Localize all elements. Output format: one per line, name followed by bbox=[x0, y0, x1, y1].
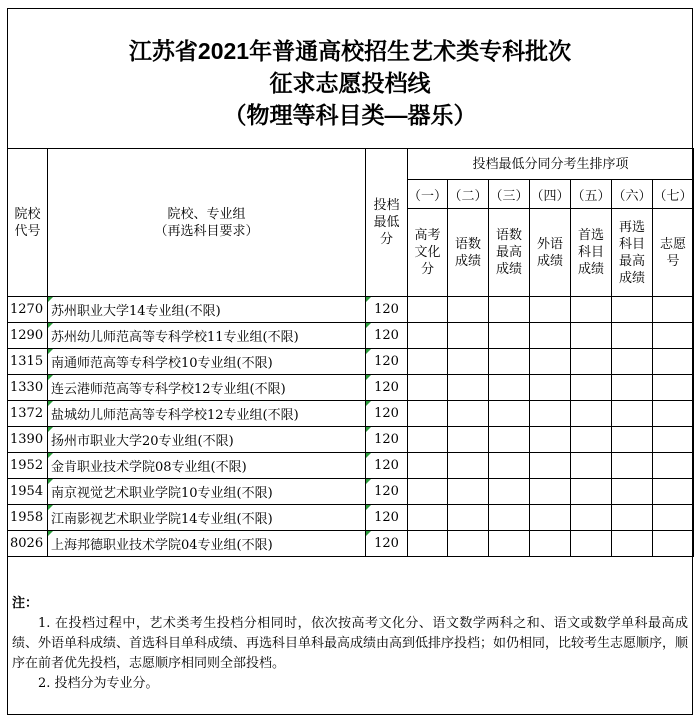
row-empty-cell-7 bbox=[653, 323, 694, 349]
row-group: 金肯职业技术学院08专业组(不限) bbox=[48, 453, 366, 479]
row-empty-cell-4 bbox=[530, 297, 571, 323]
row-empty-cell-4 bbox=[530, 479, 571, 505]
row-code: 1315 bbox=[8, 349, 48, 375]
row-score: 120 bbox=[366, 453, 408, 479]
row-code: 1330 bbox=[8, 375, 48, 401]
row-group: 南通师范高等专科学校10专业组(不限) bbox=[48, 349, 366, 375]
table-row bbox=[8, 349, 694, 375]
table-row bbox=[8, 427, 694, 453]
row-empty-cell-4 bbox=[530, 401, 571, 427]
header-col-num-1: （一） bbox=[408, 180, 448, 209]
row-empty-cell-3 bbox=[489, 427, 530, 453]
header-tiebreak: 投档最低分同分考生排序项 bbox=[408, 149, 694, 180]
row-group: 江南影视艺术职业学院14专业组(不限) bbox=[48, 505, 366, 531]
row-score: 120 bbox=[366, 349, 408, 375]
row-empty-cell-7 bbox=[653, 297, 694, 323]
row-empty-cell-4 bbox=[530, 375, 571, 401]
table-row bbox=[8, 323, 694, 349]
row-empty-cell-1 bbox=[408, 505, 448, 531]
title-line-1: 江苏省2021年普通高校招生艺术类专科批次 bbox=[128, 38, 572, 64]
row-empty-cell-6 bbox=[612, 349, 653, 375]
row-empty-cell-4 bbox=[530, 427, 571, 453]
row-empty-cell-6 bbox=[612, 375, 653, 401]
header-col-label-3: 语数最高成绩 bbox=[489, 209, 530, 297]
row-empty-cell-2 bbox=[448, 401, 489, 427]
row-score: 120 bbox=[366, 531, 408, 557]
row-empty-cell-3 bbox=[489, 375, 530, 401]
row-empty-cell-6 bbox=[612, 479, 653, 505]
row-empty-cell-6 bbox=[612, 505, 653, 531]
row-score: 120 bbox=[366, 401, 408, 427]
row-empty-cell-3 bbox=[489, 297, 530, 323]
row-empty-cell-1 bbox=[408, 401, 448, 427]
note-item-1: 1. 在投档过程中，艺术类考生投档分相同时，依次按高考文化分、语文数学两科之和、语文或数学单科最高成绩、外语单科成绩、首选科目单科成绩、再选科目单科最高成绩由高到低排序投档；如仍相同，比较考生志愿顺序，顺序在前者优先投档，志愿顺序相同则全部投档。 bbox=[12, 616, 689, 671]
table-row bbox=[8, 375, 694, 401]
admission-score-table bbox=[7, 148, 694, 557]
row-empty-cell-3 bbox=[489, 531, 530, 557]
row-empty-cell-1 bbox=[408, 297, 448, 323]
notes-section bbox=[12, 594, 688, 694]
row-empty-cell-2 bbox=[448, 349, 489, 375]
row-empty-cell-4 bbox=[530, 453, 571, 479]
row-empty-cell-7 bbox=[653, 427, 694, 453]
header-min-score: 投档最低分 bbox=[366, 149, 408, 297]
row-score: 120 bbox=[366, 375, 408, 401]
row-empty-cell-4 bbox=[530, 505, 571, 531]
row-score: 120 bbox=[366, 505, 408, 531]
row-empty-cell-2 bbox=[448, 323, 489, 349]
note-item-2: 2. 投档分为专业分。 bbox=[38, 676, 159, 691]
row-empty-cell-2 bbox=[448, 505, 489, 531]
row-empty-cell-3 bbox=[489, 401, 530, 427]
row-empty-cell-5 bbox=[571, 323, 612, 349]
row-empty-cell-7 bbox=[653, 531, 694, 557]
header-col-label-7: 志愿号 bbox=[653, 209, 694, 297]
row-empty-cell-5 bbox=[571, 427, 612, 453]
row-empty-cell-5 bbox=[571, 401, 612, 427]
row-empty-cell-2 bbox=[448, 479, 489, 505]
title-line-3: （物理等科目类—器乐） bbox=[223, 102, 477, 128]
row-code: 8026 bbox=[8, 531, 48, 557]
row-group: 苏州职业大学14专业组(不限) bbox=[48, 297, 366, 323]
table-row bbox=[8, 505, 694, 531]
row-empty-cell-7 bbox=[653, 479, 694, 505]
row-empty-cell-6 bbox=[612, 323, 653, 349]
row-code: 1954 bbox=[8, 479, 48, 505]
row-score: 120 bbox=[366, 427, 408, 453]
row-empty-cell-3 bbox=[489, 505, 530, 531]
row-empty-cell-5 bbox=[571, 479, 612, 505]
header-group-label: 院校、专业组 bbox=[167, 206, 246, 222]
row-empty-cell-1 bbox=[408, 323, 448, 349]
row-code: 1290 bbox=[8, 323, 48, 349]
row-empty-cell-2 bbox=[448, 427, 489, 453]
header-group-sub: （再选科目要求） bbox=[154, 223, 259, 239]
title-line-2: 征求志愿投档线 bbox=[269, 70, 431, 96]
header-col-label-2: 语数成绩 bbox=[448, 209, 489, 297]
row-empty-cell-5 bbox=[571, 297, 612, 323]
row-empty-cell-5 bbox=[571, 505, 612, 531]
row-empty-cell-6 bbox=[612, 297, 653, 323]
row-score: 120 bbox=[366, 479, 408, 505]
row-empty-cell-4 bbox=[530, 323, 571, 349]
row-empty-cell-7 bbox=[653, 505, 694, 531]
header-col-label-6: 再选科目最高成绩 bbox=[612, 209, 653, 297]
header-code: 院校代号 bbox=[8, 149, 48, 297]
row-empty-cell-7 bbox=[653, 453, 694, 479]
row-empty-cell-6 bbox=[612, 531, 653, 557]
row-empty-cell-5 bbox=[571, 453, 612, 479]
row-empty-cell-3 bbox=[489, 453, 530, 479]
header-col-num-3: （三） bbox=[489, 180, 530, 209]
table-row bbox=[8, 479, 694, 505]
row-empty-cell-5 bbox=[571, 349, 612, 375]
row-empty-cell-1 bbox=[408, 453, 448, 479]
row-empty-cell-1 bbox=[408, 531, 448, 557]
row-empty-cell-4 bbox=[530, 349, 571, 375]
row-empty-cell-3 bbox=[489, 479, 530, 505]
row-empty-cell-2 bbox=[448, 297, 489, 323]
row-empty-cell-4 bbox=[530, 531, 571, 557]
header-col-label-4: 外语成绩 bbox=[530, 209, 571, 297]
row-score: 120 bbox=[366, 297, 408, 323]
row-empty-cell-6 bbox=[612, 427, 653, 453]
row-empty-cell-7 bbox=[653, 401, 694, 427]
row-empty-cell-2 bbox=[448, 375, 489, 401]
header-col-num-6: （六） bbox=[612, 180, 653, 209]
row-group: 盐城幼儿师范高等专科学校12专业组(不限) bbox=[48, 401, 366, 427]
row-group: 苏州幼儿师范高等专科学校11专业组(不限) bbox=[48, 323, 366, 349]
row-empty-cell-1 bbox=[408, 427, 448, 453]
row-code: 1952 bbox=[8, 453, 48, 479]
row-score: 120 bbox=[366, 323, 408, 349]
row-group: 南京视觉艺术职业学院10专业组(不限) bbox=[48, 479, 366, 505]
row-empty-cell-5 bbox=[571, 375, 612, 401]
row-empty-cell-1 bbox=[408, 479, 448, 505]
row-empty-cell-7 bbox=[653, 375, 694, 401]
header-col-label-1: 高考文化分 bbox=[408, 209, 448, 297]
table-row bbox=[8, 531, 694, 557]
table-row bbox=[8, 453, 694, 479]
header-col-num-4: （四） bbox=[530, 180, 571, 209]
header-col-label-5: 首选科目成绩 bbox=[571, 209, 612, 297]
row-code: 1958 bbox=[8, 505, 48, 531]
table-row bbox=[8, 297, 694, 323]
row-group: 扬州市职业大学20专业组(不限) bbox=[48, 427, 366, 453]
row-empty-cell-7 bbox=[653, 349, 694, 375]
header-group bbox=[48, 149, 366, 297]
header-col-num-7: （七） bbox=[653, 180, 694, 209]
row-empty-cell-2 bbox=[448, 531, 489, 557]
row-group: 连云港师范高等专科学校12专业组(不限) bbox=[48, 375, 366, 401]
row-empty-cell-3 bbox=[489, 349, 530, 375]
row-group: 上海邦德职业技术学院04专业组(不限) bbox=[48, 531, 366, 557]
notes-title: 注： bbox=[12, 596, 39, 611]
row-empty-cell-6 bbox=[612, 401, 653, 427]
row-empty-cell-3 bbox=[489, 323, 530, 349]
row-empty-cell-2 bbox=[448, 453, 489, 479]
row-empty-cell-1 bbox=[408, 349, 448, 375]
row-code: 1372 bbox=[8, 401, 48, 427]
row-code: 1270 bbox=[8, 297, 48, 323]
row-code: 1390 bbox=[8, 427, 48, 453]
header-col-num-2: （二） bbox=[448, 180, 489, 209]
row-empty-cell-5 bbox=[571, 531, 612, 557]
row-empty-cell-1 bbox=[408, 375, 448, 401]
header-col-num-5: （五） bbox=[571, 180, 612, 209]
table-row bbox=[8, 401, 694, 427]
row-empty-cell-6 bbox=[612, 453, 653, 479]
